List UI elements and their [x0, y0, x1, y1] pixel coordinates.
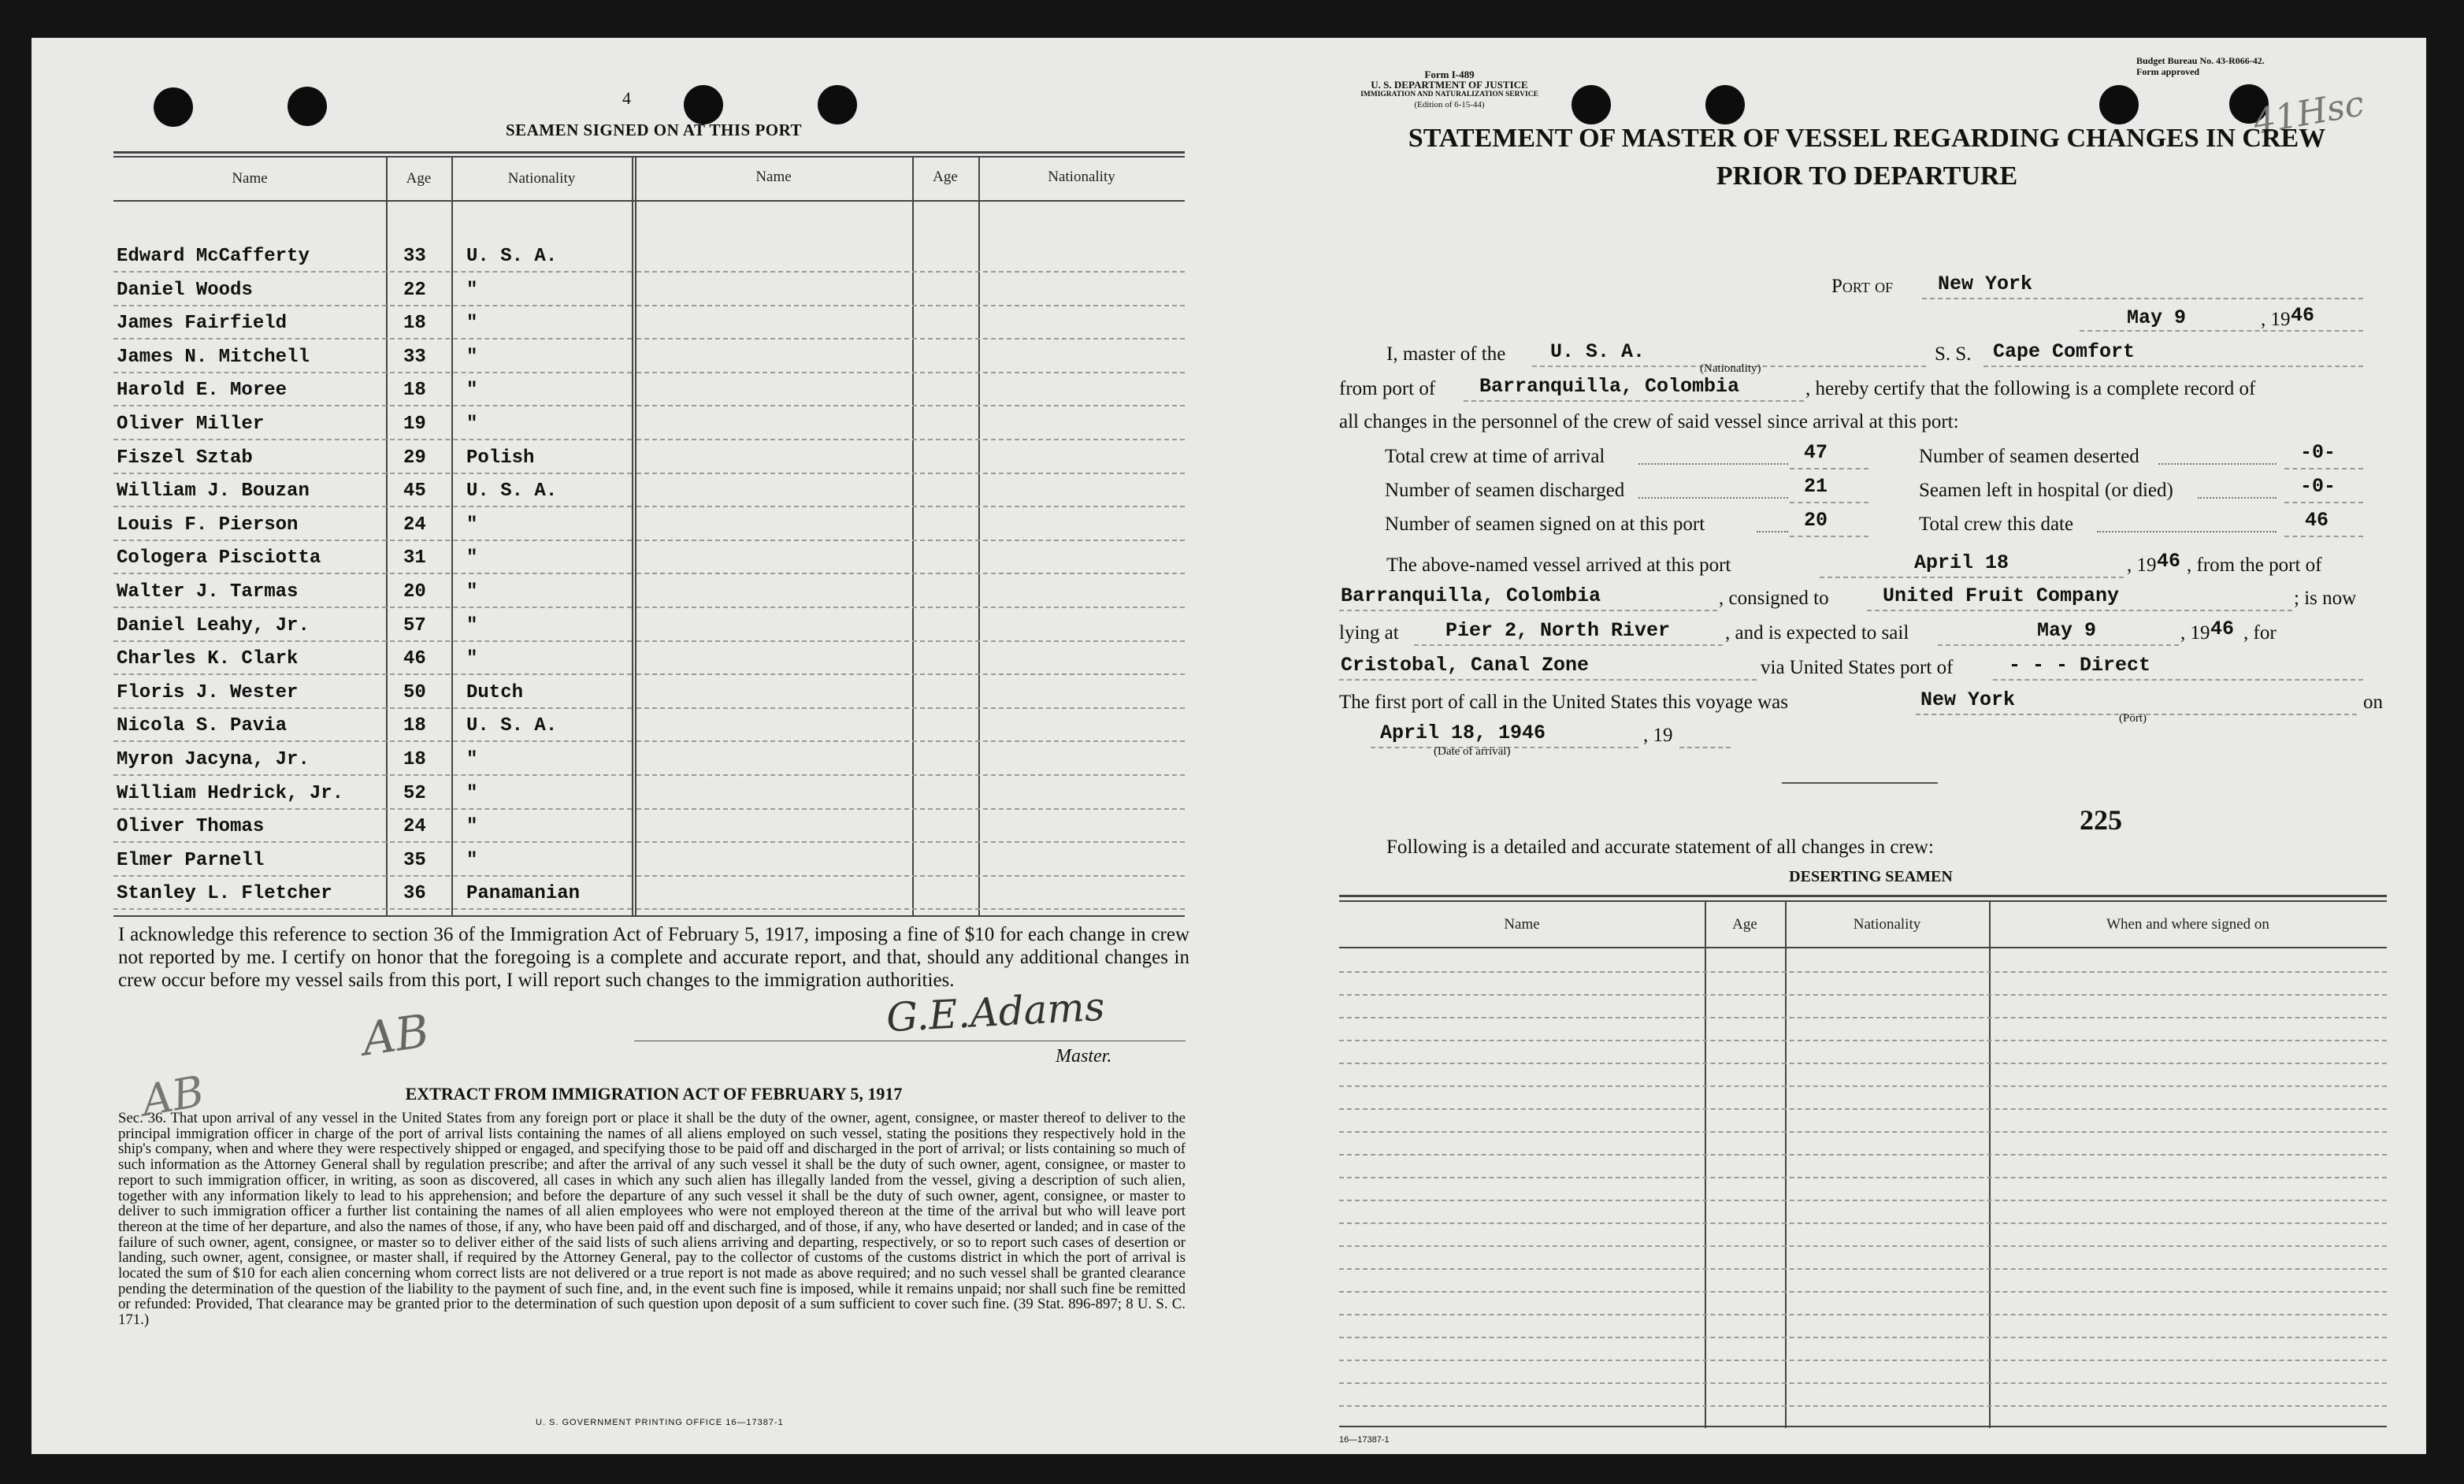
deserted: -0-: [2300, 441, 2336, 464]
row-rule: [636, 875, 1185, 877]
certify-text: , hereby certify that the following is a complete record of: [1805, 378, 2256, 399]
seaman-nationality: ": [466, 849, 478, 871]
seaman-name: Myron Jacyna, Jr.: [117, 749, 310, 770]
seaman-name: Nicola S. Pavia: [117, 715, 288, 737]
lying-label: lying at: [1339, 622, 1399, 644]
year-prefix: , 19: [2127, 555, 2157, 576]
empty-row-rule: [1339, 1268, 2387, 1270]
from-port-value: Barranquilla, Colombia: [1479, 375, 1740, 398]
row-rule: [636, 740, 1185, 742]
seaman-name: William Hedrick, Jr.: [117, 782, 344, 804]
empty-row-rule: [1339, 1154, 2387, 1156]
department: U. S. DEPARTMENT OF JUSTICE: [1371, 79, 1528, 91]
seaman-nationality: ": [466, 816, 478, 838]
seaman-age: 18: [403, 313, 426, 335]
ship-name: Cape Comfort: [1993, 340, 2136, 363]
row-rule: [113, 405, 632, 406]
punch-hole: [288, 87, 327, 126]
empty-row-rule: [1339, 1337, 2387, 1338]
row-rule: [113, 473, 632, 474]
punch-hole: [818, 85, 857, 124]
handwritten-corner-note: 41Hsc: [2250, 83, 2367, 143]
seaman-name: William J. Bouzan: [117, 480, 310, 503]
for-label: , for: [2243, 622, 2277, 644]
document-sheet: [32, 38, 2426, 1454]
seaman-nationality: Dutch: [466, 681, 524, 703]
master-signature: G.E.Adams: [885, 983, 1106, 1041]
seaman-name: Elmer Parnell: [117, 849, 265, 871]
page-number: 4: [622, 88, 631, 108]
row-rule: [113, 740, 632, 742]
seaman-age: 18: [403, 715, 426, 737]
discharged: 21: [1804, 475, 1828, 498]
is-now-label: ; is now: [2294, 588, 2357, 609]
column-header-name-2: Name: [755, 169, 792, 185]
empty-row-rule: [1339, 1245, 2387, 1247]
handwritten-initials-lower: AB: [138, 1066, 208, 1126]
port-label: Port of: [1831, 276, 1894, 297]
row-rule: [636, 908, 1185, 910]
seaman-name: Edward McCafferty: [117, 246, 310, 267]
row-rule: [113, 338, 632, 339]
row-rule: [636, 338, 1185, 339]
seaman-name: Cologera Pisciotta: [117, 547, 321, 569]
seaman-age: 19: [403, 414, 426, 435]
seaman-age: 31: [403, 547, 426, 569]
row-rule: [636, 774, 1185, 776]
seaman-age: 36: [403, 883, 426, 905]
deserting-header-signed-on: When and where signed on: [2106, 916, 2269, 933]
empty-row-rule: [1339, 1177, 2387, 1178]
column-header-nationality-2: Nationality: [1048, 169, 1115, 185]
expected-label: , and is expected to sail: [1725, 622, 1909, 644]
seaman-name: Oliver Miller: [117, 414, 265, 435]
row-rule: [636, 540, 1185, 541]
row-rule: [113, 540, 632, 541]
on-label: on: [2363, 692, 2383, 713]
seaman-nationality: ": [466, 514, 478, 536]
port-caption: (Port): [2119, 712, 2147, 725]
column-header-nationality: Nationality: [507, 170, 576, 187]
form-number: Form I-489: [1424, 69, 1475, 80]
total-crew-arrival: 47: [1804, 441, 1828, 464]
seaman-nationality: ": [466, 749, 478, 770]
form-approved: Form approved: [2136, 66, 2200, 77]
row-rule: [113, 774, 632, 776]
seaman-name: James N. Mitchell: [117, 346, 310, 368]
row-rule: [113, 372, 632, 373]
seaman-nationality: ": [466, 414, 478, 435]
seaman-age: 20: [403, 581, 426, 603]
row-rule: [636, 305, 1185, 306]
consigned-label: , consigned to: [1719, 588, 1829, 609]
punch-hole: [154, 87, 193, 127]
seaman-nationality: ": [466, 782, 478, 804]
seaman-name: Louis F. Pierson: [117, 514, 299, 536]
row-rule: [636, 372, 1185, 373]
row-rule: [636, 607, 1185, 608]
row-rule: [113, 841, 632, 843]
master-of-label: I, master of the: [1386, 343, 1506, 365]
empty-row-rule: [1339, 1382, 2387, 1384]
sail-year-prefix: , 19: [2180, 622, 2210, 644]
empty-row-rule: [1339, 1291, 2387, 1293]
nationality-caption: (Nationality): [1700, 362, 1761, 375]
extract-text: Sec. 36. That upon arrival of any vessel in the United States from any foreign port or place it shall be the duty of the owner, agent, consignee, or master thereof to deliver to the principal immigration officer in charge of the port of arrival lists containing the names of all aliens employed on such vessel, stating the positions they respectively hold in the ship's company, when and where they were respectively shipped or engaged, and specifying those to be paid off and discharged in the port of arrival; or lists containing so much of such information as the Attorney General shall by regulation prescribe; and after the arrival of any such vessel it shall be the duty of such owner, agent, consignee, or master to report to such immigration officer, in writing, as soon as discovered, all cases in which any such alien has illegally landed from the vessel, giving a description of such alien, together with any information likely to lead to his apprehension; and before the departure of any such vessel it shall be the duty of such owner, agent, consignee, or master to deliver to such immigration officer a further list containing the names of all alien employees who were not employed thereon at the time of the arrival but who will leave port thereon at the time of her departure, and also the names of those, if any, who have been paid off and discharged, and of those, if any, who have deserted or landed; and in case of the failure of such owner, agent, consignee, or master so to deliver either of the said lists of such aliens arriving and departing, respectively, or so to report such cases of desertion or landing, such owner, agent, consignee, or master shall, if required by the Attorney General, pay to the collector of customs of the customs district in which the port of arrival is located the sum of $10 for each alien concerning whom correct lists are not delivered or a true report is not made as above required; and no such vessel shall be granted clearance pending the determination of the question of the liability to the payment of such fine, and, in the event such fine is imposed, while it remains unpaid; nor shall such fine be remitted or refunded: Provided, That clearance may be granted prior to the determination of such question upon deposit of a sum sufficient to cover such fine. (39 Stat. 896-897; 8 U. S. C. 171.): [118, 1110, 1186, 1329]
seaman-age: 45: [403, 480, 426, 503]
form-title: [1371, 120, 2363, 195]
sail-date: May 9: [2037, 619, 2097, 642]
column-header-age-2: Age: [933, 169, 958, 185]
seaman-age: 24: [403, 816, 426, 838]
empty-row-rule: [1339, 1360, 2387, 1361]
deserting-header-name: Name: [1504, 916, 1540, 933]
section-title: SEAMEN SIGNED ON AT THIS PORT: [505, 121, 803, 139]
date-value: May 9: [2127, 306, 2187, 329]
arrival-port: Barranquilla, Colombia: [1341, 584, 1601, 607]
row-rule: [636, 808, 1185, 810]
sail-year: 46: [2210, 618, 2235, 640]
deserting-header-age: Age: [1732, 916, 1757, 933]
service: IMMIGRATION AND NATURALIZATION SERVICE: [1360, 91, 1538, 98]
empty-row-rule: [1339, 1314, 2387, 1315]
seaman-name: Floris J. Wester: [117, 681, 299, 703]
column-header-name: Name: [232, 170, 268, 187]
seaman-name: Daniel Woods: [117, 279, 253, 301]
seaman-nationality: ": [466, 547, 478, 569]
seaman-name: James Fairfield: [117, 313, 288, 335]
row-rule: [113, 640, 632, 642]
row-rule: [636, 707, 1185, 709]
footer-code: 16—17387-1: [1339, 1435, 1390, 1445]
empty-row-rule: [1339, 1040, 2387, 1041]
row-rule: [113, 707, 632, 709]
stamp-number: 225: [2080, 804, 2122, 836]
consignee: United Fruit Company: [1883, 584, 2120, 607]
acknowledgement-text: I acknowledge this reference to section 36 of the Immigration Act of February 5, 1917, imposing a fine of $10 for each change in crew not reported by me. I certify on honor that the foregoing is a complete and accurate report, and that, should any additional changes in crew occur before my vessel sails from this port, I will report such changes to the immigration authorities.: [118, 924, 1189, 991]
row-rule: [113, 673, 632, 675]
signed-on: 20: [1804, 509, 1828, 532]
deserted-label: Number of seamen deserted: [1919, 446, 2139, 467]
master-label: Master.: [1056, 1046, 1112, 1067]
punch-hole: [1572, 85, 1611, 124]
via-port: - - - Direct: [2009, 654, 2151, 677]
punch-hole: [684, 85, 723, 124]
printing-office: U. S. GOVERNMENT PRINTING OFFICE 16—17387-1: [536, 1418, 784, 1427]
seaman-nationality: U. S. A.: [466, 246, 558, 267]
budget-bureau: [2136, 55, 2265, 77]
empty-row-rule: [1339, 1131, 2387, 1133]
row-rule: [636, 439, 1185, 440]
row-rule: [636, 473, 1185, 474]
seaman-age: 52: [403, 782, 426, 804]
seaman-age: 35: [403, 849, 426, 871]
discharged-label: Number of seamen discharged: [1385, 480, 1625, 501]
title-line-2: PRIOR TO DEPARTURE: [1716, 161, 2018, 191]
hospital-label: Seamen left in hospital (or died): [1919, 480, 2173, 501]
seaman-age: 24: [403, 514, 426, 536]
date-year: 46: [2291, 304, 2315, 327]
seaman-age: 18: [403, 749, 426, 770]
seaman-age: 33: [403, 346, 426, 368]
budget-bureau-number: Budget Bureau No. 43-R066-42.: [2136, 55, 2265, 66]
handwritten-initials: AB: [358, 1004, 432, 1067]
certify-text-2: all changes in the personnel of the crew of said vessel since arrival at this port:: [1339, 411, 1959, 432]
empty-row-rule: [1339, 1017, 2387, 1018]
row-rule: [636, 640, 1185, 642]
row-rule: [113, 271, 632, 273]
row-rule: [113, 908, 632, 910]
seaman-name: Fiszel Sztab: [117, 447, 253, 469]
first-call-label: The first port of call in the United States this voyage was: [1339, 692, 1789, 713]
row-rule: [636, 506, 1185, 507]
row-rule: [636, 573, 1185, 574]
empty-row-rule: [1339, 1108, 2387, 1110]
nineteen-label: , 19: [1643, 725, 1673, 746]
hospital: -0-: [2300, 475, 2336, 498]
signed-on-label: Number of seamen signed on at this port: [1385, 514, 1705, 535]
form-header: [1339, 69, 1560, 110]
seaman-age: 18: [403, 380, 426, 402]
seaman-nationality: ": [466, 346, 478, 368]
row-rule: [636, 405, 1185, 406]
seaman-name: Charles K. Clark: [117, 648, 299, 670]
row-rule: [113, 875, 632, 877]
total-crew-date-label: Total crew this date: [1919, 514, 2074, 535]
punch-hole: [2099, 85, 2139, 124]
column-header-age: Age: [406, 170, 432, 187]
seaman-age: 57: [403, 614, 426, 636]
seaman-name: Stanley L. Fletcher: [117, 883, 332, 905]
extract-title: EXTRACT FROM IMMIGRATION ACT OF FEBRUARY 5, 1917: [405, 1084, 903, 1104]
seaman-nationality: ": [466, 279, 478, 301]
first-call-port: New York: [1920, 688, 2016, 711]
total-crew-date: 46: [2305, 509, 2329, 532]
empty-row-rule: [1339, 1200, 2387, 1201]
arrived-label: The above-named vessel arrived at this port: [1386, 555, 1731, 576]
via-label: via United States port of: [1761, 657, 1954, 678]
total-crew-arrival-label: Total crew at time of arrival: [1385, 446, 1605, 467]
seaman-name: Harold E. Moree: [117, 380, 288, 402]
date-year-prefix: , 19: [2261, 309, 2291, 330]
seaman-age: 22: [403, 279, 426, 301]
from-port-of-label: , from the port of: [2187, 555, 2322, 576]
seaman-nationality: ": [466, 581, 478, 603]
title-line-1: STATEMENT OF MASTER OF VESSEL REGARDING CHANGES IN CREW: [1408, 124, 2326, 153]
edition: (Edition of 6-15-44): [1414, 100, 1485, 109]
row-rule: [113, 808, 632, 810]
lying-at: Pier 2, North River: [1445, 619, 1671, 642]
seaman-nationality: U. S. A.: [466, 480, 558, 503]
ss-label: S. S.: [1935, 343, 1972, 365]
seaman-age: 29: [403, 447, 426, 469]
date-caption: (Date of arrival): [1434, 745, 1511, 758]
row-rule: [113, 305, 632, 306]
seaman-nationality: U. S. A.: [466, 715, 558, 737]
from-port-label: from port of: [1339, 378, 1436, 399]
port-value: New York: [1938, 273, 2033, 295]
deserting-header-nationality: Nationality: [1853, 916, 1921, 933]
empty-row-rule: [1339, 1085, 2387, 1087]
row-rule: [636, 673, 1185, 675]
empty-row-rule: [1339, 994, 2387, 996]
row-rule: [113, 506, 632, 507]
seaman-nationality: Polish: [466, 447, 535, 469]
seaman-age: 33: [403, 246, 426, 267]
empty-row-rule: [1339, 1222, 2387, 1224]
destination: Cristobal, Canal Zone: [1341, 654, 1590, 677]
deserting-title: DESERTING SEAMEN: [1789, 868, 1953, 885]
seaman-nationality: ": [466, 313, 478, 335]
arrived-year: 46: [2157, 550, 2181, 573]
seaman-name: Oliver Thomas: [117, 816, 265, 838]
seaman-nationality: Panamanian: [466, 883, 581, 905]
seaman-age: 50: [403, 681, 426, 703]
empty-row-rule: [1339, 1405, 2387, 1407]
following-text: Following is a detailed and accurate statement of all changes in crew:: [1386, 837, 1934, 858]
empty-row-rule: [1339, 1063, 2387, 1064]
seaman-nationality: ": [466, 614, 478, 636]
seaman-nationality: ": [466, 648, 478, 670]
seaman-nationality: ": [466, 380, 478, 402]
seaman-name: Walter J. Tarmas: [117, 581, 299, 603]
seaman-age: 46: [403, 648, 426, 670]
row-rule: [113, 439, 632, 440]
row-rule: [113, 607, 632, 608]
row-rule: [636, 841, 1185, 843]
seaman-name: Daniel Leahy, Jr.: [117, 614, 310, 636]
punch-hole: [1705, 85, 1745, 124]
row-rule: [636, 271, 1185, 273]
arrived-date: April 18: [1914, 551, 2009, 574]
nationality-value: U. S. A.: [1550, 340, 1646, 363]
empty-row-rule: [1339, 971, 2387, 973]
first-call-date: April 18, 1946: [1380, 722, 1546, 744]
row-rule: [113, 573, 632, 574]
